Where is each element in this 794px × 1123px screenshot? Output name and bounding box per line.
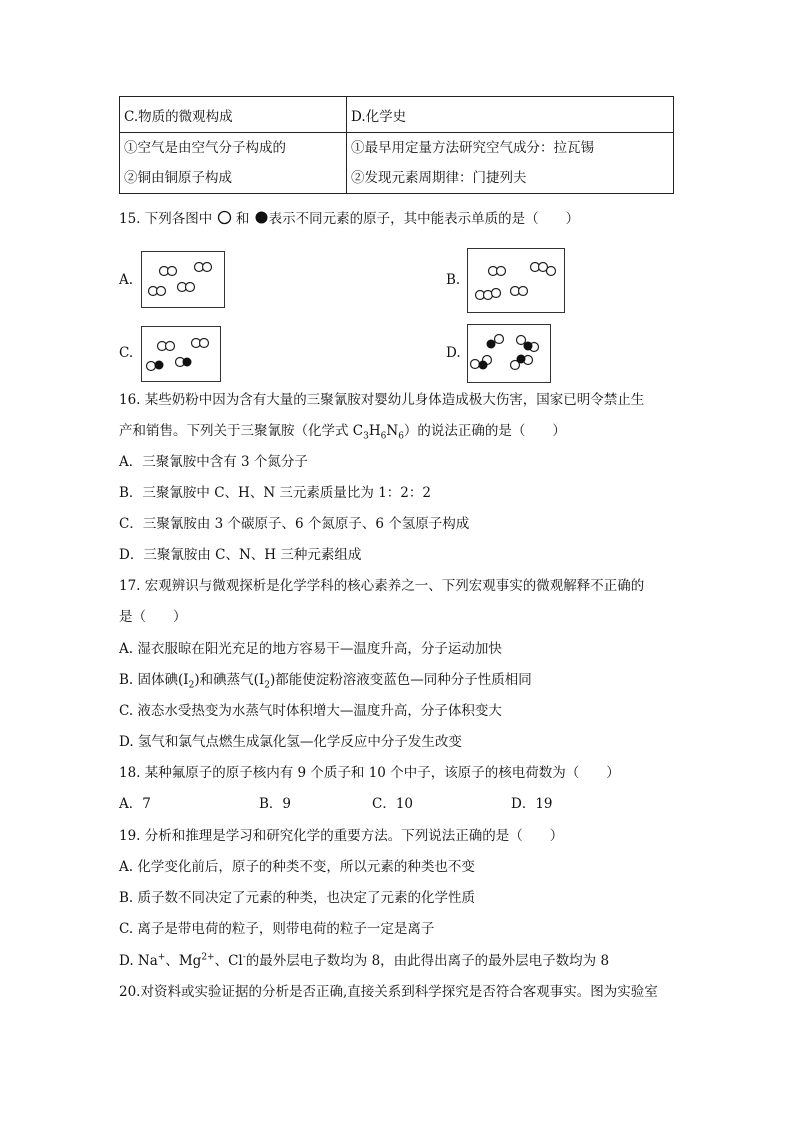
question-18-stem: 18. 某种氟原子的原子核内有 9 个质子和 10 个中子，该原子的核电荷数为（ ）: [119, 765, 620, 781]
question-19-stem: 19. 分析和推理是学习和研究化学的重要方法。下列说法正确的是（ ）: [119, 828, 564, 844]
question-19-option-c: C. 离子是带电荷的粒子，则带电荷的粒子一定是离子: [119, 921, 435, 937]
table-header-c: C.物质的微观构成: [120, 97, 347, 133]
question-18-option-a: A．7: [119, 796, 151, 812]
question-19-option-d: D. Na+、$Mg^{2+}$、Cl-的最外层电子数均为 8，由此得出离子的最外层电子数均为 8: [119, 952, 610, 969]
option-d-label: D.: [446, 345, 461, 361]
table-item: ②铜由铜原子构成: [124, 170, 232, 186]
open-circle-icon: [217, 210, 232, 225]
question-17-option-d: D. 氢气和氯气点燃生成氯化氢—化学反应中分子发生改变: [119, 734, 462, 750]
diagram-c: [141, 326, 221, 382]
molecule-diagram: [468, 325, 550, 382]
diagram-d: [467, 324, 551, 383]
question-18-option-b: B．9: [259, 796, 292, 812]
question-16-line2: 产和销售。下列关于三聚氰胺（化学式 $C_3H_6N_6$）的说法正确的是（ ）: [119, 423, 566, 442]
option-c-label: C.: [119, 345, 134, 361]
table-item: ①最早用定量方法研究空气成分：拉瓦锡: [351, 140, 594, 156]
option-b-label: B.: [446, 272, 461, 288]
question-19-option-b: B. 质子数不同决定了元素的种类，也决定了元素的化学性质: [119, 890, 476, 906]
question-16-option-d: D．三聚氰胺由 C、N、H 三种元素组成: [119, 547, 362, 563]
diagram-b: [467, 248, 565, 313]
question-16-option-c: C．三聚氰胺由 3 个碳原子、6 个氮原子、6 个氢原子构成: [119, 516, 470, 532]
question-17-option-c: C. 液态水受热变为水蒸气时体积增大—温度升高，分子体积变大: [119, 703, 502, 719]
question-15-stem: 15. 下列各图中 和 表示不同元素的原子，其中能表示单质的是（ ）: [119, 211, 580, 227]
question-17-line1: 17. 宏观辨识与微观探析是化学学科的核心素养之一、下列宏观事实的微观解释不正确的: [119, 578, 645, 594]
table-item: ①空气是由空气分子构成的: [124, 140, 286, 156]
question-16-option-b: B．三聚氰胺中 C、H、N 三元素质量比为 1：2：2: [119, 485, 431, 501]
table-item: ②发现元素周期律：门捷列夫: [351, 170, 527, 186]
molecule-diagram: [142, 327, 220, 381]
question-16-line1: 16. 某些奶粉中因为含有大量的三聚氰胺对婴幼儿身体造成极大伤害，国家已明令禁止生: [119, 392, 645, 408]
option-a-label: A.: [119, 272, 134, 288]
molecule-diagram: [142, 252, 224, 307]
question-20-stem: 20.对资料或实验证据的分析是否正确,直接关系到科学探究是否符合客观事实。图为实验室: [119, 984, 658, 1000]
table-cell-c: [120, 133, 347, 194]
question-18-option-c: C．10: [372, 796, 414, 812]
table-header-d: D.化学史: [347, 97, 674, 133]
question-17-option-a: A. 湿衣服晾在阳光充足的地方容易干—温度升高，分子运动加快: [119, 641, 502, 657]
question-19-option-a: A. 化学变化前后，原子的种类不变，所以元素的种类也不变: [119, 859, 475, 875]
table-cell-d: [347, 133, 674, 194]
knowledge-table: [119, 96, 674, 194]
diagram-a: [141, 251, 225, 308]
molecule-diagram: [468, 249, 564, 312]
question-17-option-b: B. 固体碘$(I_2)$和碘蒸气$(I_2)$都能使淀粉溶液变蓝色—同种分子性质相同: [119, 672, 532, 691]
question-16-option-a: A．三聚氰胺中含有 3 个氮分子: [119, 454, 308, 470]
filled-circle-icon: [254, 210, 269, 225]
question-17-line2: 是（ ）: [119, 609, 187, 625]
question-18-option-d: D．19: [511, 796, 553, 812]
